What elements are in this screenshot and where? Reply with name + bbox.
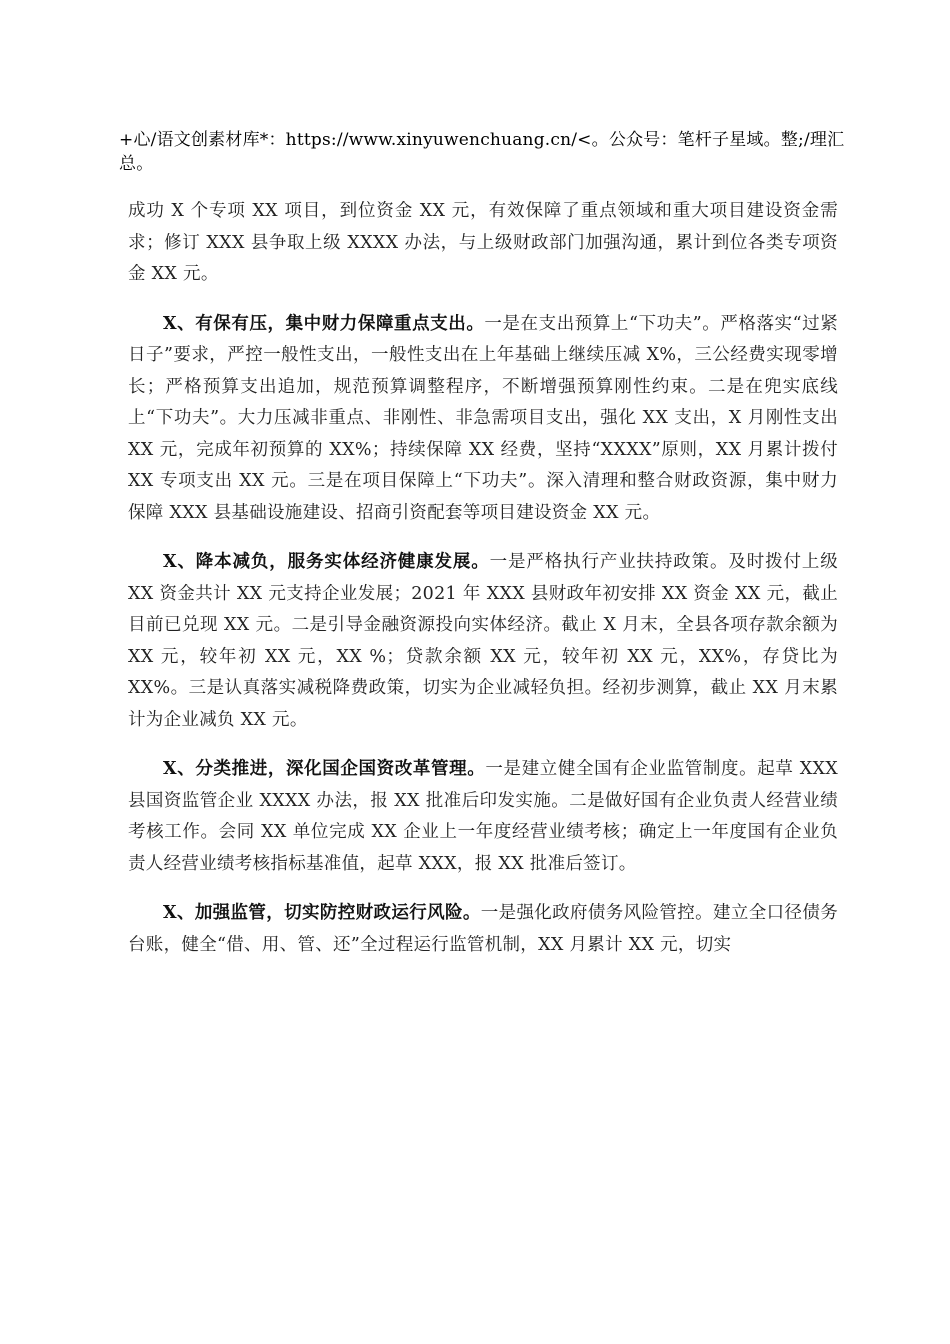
paragraph-risk-control (128, 898, 838, 961)
paragraph-lead: X、加强监管，切实防控财政运行风险。 (163, 903, 481, 923)
paragraph-text: 一是强化政府债务风险管控。建立全口径债务台账，健全“借、用、管、还”全过程运行监管机制，XX 月累计 XX 元，切实 (128, 903, 838, 955)
header-note: +心/语文创素材库*：https://www.xinyuwenchuang.cn/<。公众号：笔杆子星域。整;/理汇总。 (119, 130, 845, 174)
paragraph-key-expenditure (128, 309, 838, 530)
paragraph-text: 一是严格执行产业扶持政策。及时拨付上级 XX 资金共计 XX 元支持企业发展；2021 年 XXX 县财政年初安排 XX 资金 XX 元，截止目前已兑现 XX 元。二是引导金融资源投向实体经济。截止 X 月末，全县各项存款余额为 XX 元，较年初 XX 元，XX %；贷款余额 XX 元，较年初 XX 元，XX%，存贷比为 XX%。三是认真落实减税降费政策，切实为企业减轻负担。经初步测算，截止 XX 月末累计为企业减负 XX 元。 (128, 552, 838, 730)
paragraph-reduce-burden (128, 547, 838, 736)
paragraph-lead: X、降本减负，服务实体经济健康发展。 (163, 552, 490, 572)
paragraph-text: 一是在支出预算上“下功夫”。严格落实“过紧日子”要求，严控一般性支出，一般性支出在上年基础上继续压减 X%，三公经费实现零增长；严格预算支出追加，规范预算调整程序，不断增强预算刚性约束。二是在兜实底线上“下功夫”。大力压减非重点、非刚性、非急需项目支出，强化 XX 支出，X 月刚性支出 XX 元，完成年初预算的 XX%；持续保障 XX 经费，坚持“XXXX”原则，XX 月累计拨付 XX 专项支出 XX 元。三是在项目保障上“下功夫”。深入清理和整合财政资源，集中财力保障 XXX 县基础设施建设、招商引资配套等项目建设资金 XX 元。 (128, 313, 839, 523)
paragraph-text: 成功 X 个专项 XX 项目，到位资金 XX 元，有效保障了重点领域和重大项目建设资金需求；修订 XXX 县争取上级 XXXX 办法，与上级财政部门加强沟通，累计到位各类专项资金 XX 元。 (128, 201, 838, 284)
paragraph-lead: X、分类推进，深化国企国资改革管理。 (163, 759, 486, 779)
document-body (128, 196, 838, 979)
paragraph-continuation (128, 196, 838, 291)
paragraph-lead: X、有保有压，集中财力保障重点支出。 (163, 313, 485, 334)
paragraph-text: 一是建立健全国有企业监管制度。起草 XXX 县国资监管企业 XXXX 办法，报 XX 批准后印发实施。二是做好国有企业负责人经营业绩考核工作。会同 XX 单位完成 XX 企业上一年度经营业绩考核；确定上一年度国有企业负责人经营业绩考核指标基准值，起草 XXX，报 XX 批准后签订。 (128, 759, 838, 874)
paragraph-soe-reform (128, 754, 838, 880)
